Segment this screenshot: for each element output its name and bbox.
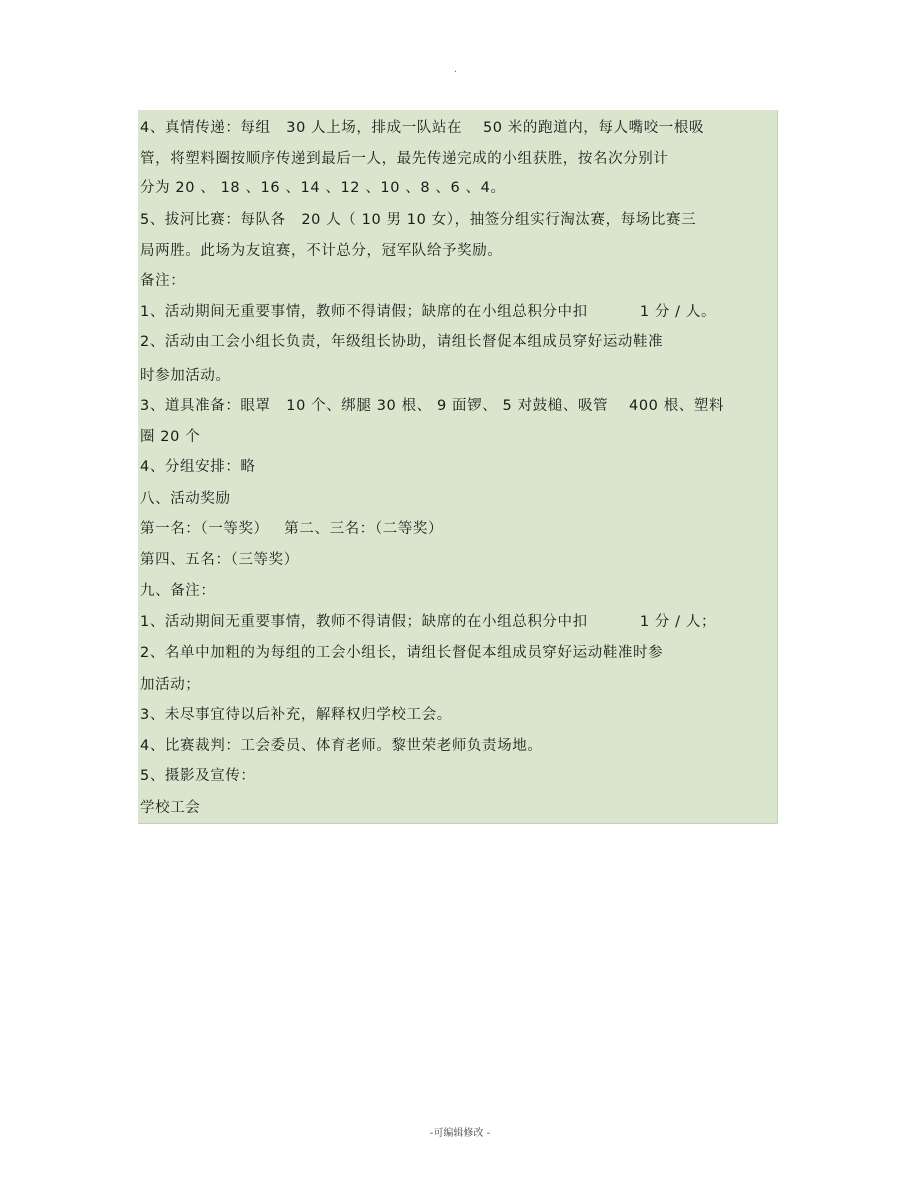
text-line: 第四、五名：（三等奖）: [140, 552, 299, 568]
text-line: 八、活动奖励: [140, 491, 231, 507]
text-line: 学校工会: [140, 800, 201, 816]
text-line: 2、名单中加粗的为每组的工会小组长，请组长督促本组成员穿好运动鞋准时参: [140, 645, 664, 661]
text-line: 2、活动由工会小组长负责，年级组长协助，请组长督促本组成员穿好运动鞋准: [140, 334, 664, 350]
text-line: 4、分组安排：略: [140, 459, 256, 475]
text-line: 九、备注：: [140, 583, 216, 599]
text-line: 1、活动期间无重要事情，教师不得请假；缺席的在小组总积分中扣 1 分 / 人；: [140, 614, 717, 630]
page-footer: -可编辑修改 -: [429, 1128, 491, 1139]
text-line: 1、活动期间无重要事情，教师不得请假；缺席的在小组总积分中扣 1 分 / 人。: [140, 304, 717, 320]
text-line: 4、真情传递：每组 30 人上场，排成一队站在 50 米的跑道内，每人嘴咬一根吸: [140, 120, 705, 136]
text-line: 备注：: [140, 273, 186, 289]
document-content-box: [138, 110, 778, 824]
text-line: 3、未尽事宜待以后补充，解释权归学校工会。: [140, 707, 452, 723]
text-line: 圈 20 个: [140, 429, 201, 445]
text-line: 时参加活动。: [140, 368, 231, 384]
text-line: 加活动；: [140, 677, 201, 693]
text-line: 分为 20 、 18 、16 、14 、12 、10 、8 、6 、4。: [140, 180, 506, 196]
top-mark: .: [454, 64, 458, 75]
text-line: 第一名：（一等奖） 第二、三名：（二等奖）: [140, 521, 444, 537]
text-line: 4、比赛裁判：工会委员、体育老师。黎世荣老师负责场地。: [140, 738, 543, 754]
text-line: 5、摄影及宣传：: [140, 768, 256, 784]
text-line: 局两胜。此场为友谊赛，不计总分，冠军队给予奖励。: [140, 243, 503, 259]
text-line: 5、拔河比赛：每队各 20 人（ 10 男 10 女），抽签分组实行淘汰赛，每场比赛三: [140, 212, 697, 228]
text-line: 管，将塑料圈按顺序传递到最后一人，最先传递完成的小组获胜，按名次分别计: [140, 151, 669, 167]
text-line: 3、道具准备：眼罩 10 个、绑腿 30 根、 9 面锣、 5 对鼓槌、吸管 400 根、塑料: [140, 398, 725, 414]
